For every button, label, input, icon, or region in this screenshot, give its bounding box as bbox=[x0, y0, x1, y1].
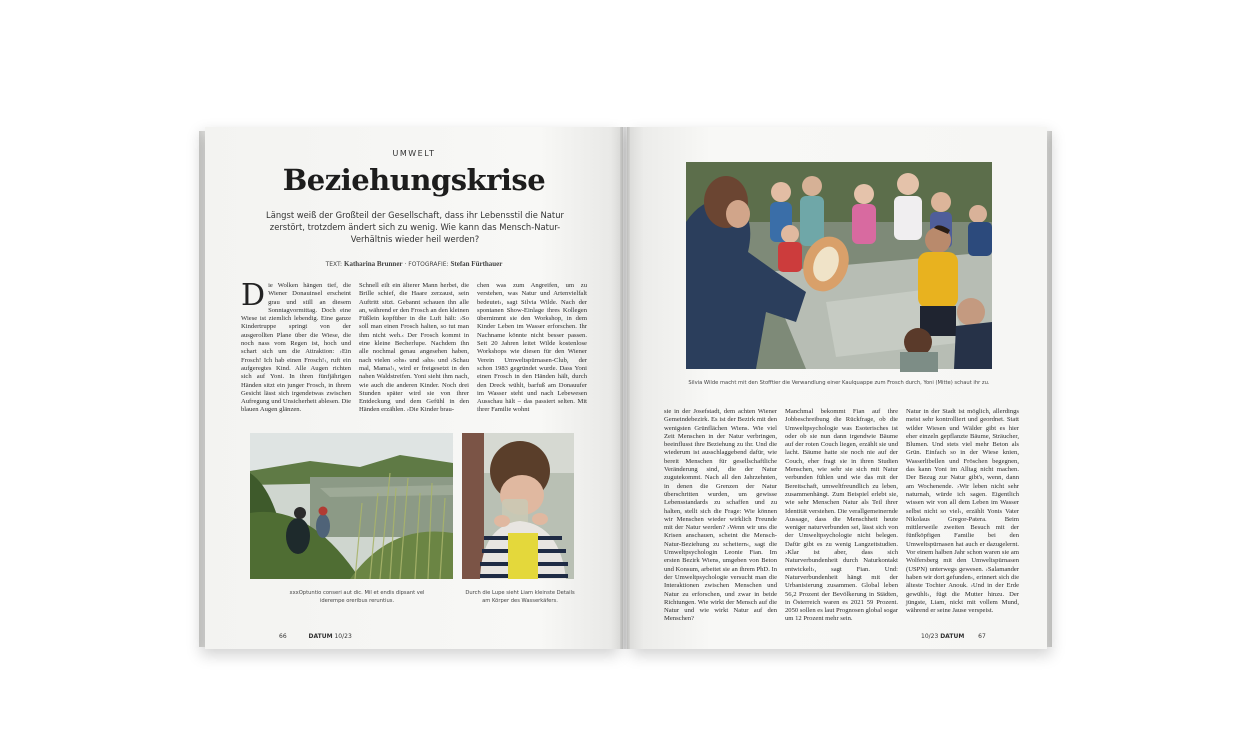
photo-caption-1: xxxOptuntio conseri aut dic. Mil et endis dipsant vel iderempe oreribus reruntius. bbox=[289, 590, 425, 604]
left-page bbox=[205, 127, 623, 649]
credit-photo-label: · FOTOGRAFIE: bbox=[404, 261, 449, 268]
body-column-1 bbox=[241, 278, 351, 434]
photo-pond-reeds bbox=[250, 433, 453, 579]
issue-right: 10/23 bbox=[921, 633, 941, 640]
credit-text-label: TEXT: bbox=[325, 261, 343, 268]
photo-workshop-children bbox=[686, 162, 992, 369]
photo-caption-2: Durch die Lupe sieht Liam kleinste Details am Körper des Wasserkäfers. bbox=[465, 590, 575, 604]
body-column-2: Schnell eilt ein älterer Mann herbei, die Brille schief, die Haare zerzaust, sein Auftritt sitzt. Gebannt schauen ihn alle an, während er den Frosch an den kleinen Füßlein kopfüber in die Luft hält: ›So soll man einen Frosch halten, so tut man ihm nicht weh.‹ Der Frosch kommt in eine kleine Becherlupe. Nachdem ihn alle nochmal genau angesehen haben, nach vielen ›ohs‹ und ›ahs‹ und ›Schau mal, Mama!‹, wird er freigesetzt in den nahen Waldstreifen. Yoni sieht ihm nach, wie auch die anderen Kinder. Noch drei Stunden später wird sie von ihrer Entdeckung und dem Gefühl in den Händen erzählen. ›Die Kinder brau- bbox=[359, 282, 469, 414]
page-number-right: 67 bbox=[978, 633, 986, 640]
page-number-left: 66 bbox=[279, 633, 287, 640]
body-text: ie Wolken hängen tief, die Wiener Donauinsel erscheint grau und still an diesem Sonntagvormittag. Doch eine Wiese ist ziemlich lebendig. Eine ganze Kindertruppe springt von der ausgerollten Plane über die Wiese, die noch nass vom Regen ist, hoch und schart sich um die Attraktion: ›Ein Frosch! Ich hab einen Frosch!‹, ruft ein aufgeregtes Kind. Alle Augen richten sich auf Yoni. In ihren fünfjährigen Händen sitzt ein junger Frosch, in ihrem Gesicht lässt sich irgendetwas zwischen Aufregung und Unsicherheit ablesen. Die blauen Augen glänzen. bbox=[241, 282, 351, 414]
credit-photo-name: Stefan Fürthauer bbox=[450, 260, 503, 268]
folio-left bbox=[279, 633, 352, 640]
issue-left: 10/23 bbox=[332, 633, 352, 640]
body-column-4: sie in der Josefstadt, dem achten Wiener Gemeindebezirk. Es ist der Bezirk mit den wenigsten Grünflächen Wiens. Wie viel Zeit Menschen in der Natur verbringen, beeinflusst ihre Beziehung zu ihr. Und die wiederum ist ausschlaggebend dafür, wie bereit Menschen für gesellschaftliche Veränderung sind, die der Natur zugutekommt. Nach all den Jahrzehnten, in denen die Grenzen der Natur überschritten wurden, um gewisse Lebensstandards zu schaffen und zu halten, stellt sich die Frage: Wie können wir Menschen wieder wirklich Freunde mit der Natur werden? ›Wenn wir uns die Krisen anschauen, scheint die Mensch-Natur-Beziehung zu scheitern‹, sagt die Umweltpsychologin Leonie Fian. Im ersten Bezirk Wiens, umgeben von Beton und Konsum, arbeitet sie an ihrem PhD. In der Umweltpsychologie versucht man die Interaktionen zwischen Menschen und Natur zu erforschen, und zwar in beide Richtungen. Wie wirkt der Mensch auf die Natur und wie wirkt Natur auf den Menschen? bbox=[664, 408, 777, 623]
brand-right: DATUM bbox=[940, 633, 965, 640]
body-column-5: Manchmal bekommt Fian auf ihre Jobbeschreibung die Rückfrage, ob die Umweltpsychologie was Esoterisches ist oder ob sie nun dann irgendwie Bäume auf der roten Couch liegen, erzählt sie und lacht. Bäume hatte sie noch nie auf der Couch, eher fragt sie in ihren Studien Menschen, wie sehr sie sich mit Natur verbunden fühlen und wie das mit der Bereitschaft, umweltfreundlich zu leben, zusammenhängt. Zum Beispiel erlebt sie, wie sehr Menschen Natur als Teil ihrer Identität verstehen. Die verallgemeinernde Aussage, dass die Menschheit heute weniger naturverbunden sei, lässt sich von der Umweltpsychologie nicht belegen. Dafür gibt es zu wenig Langzeitstudien. ›Klar ist aber, dass sich Naturverbundenheit durch Naturkontakt entwickelt‹, sagt Fian. Und: Naturverbundenheit hängt mit der Urbanisierung zusammen. Global leben 56,2 Prozent der Bevölkerung in Städten, in Österreich waren es 2021 59 Prozent. 2050 sollen es laut Prognosen global sogar um 12 Prozent mehr sein. bbox=[785, 408, 898, 623]
photo-child-magnifier bbox=[462, 433, 574, 579]
book-spine-shadow bbox=[620, 127, 630, 649]
article-headline: Beziehungskrise bbox=[282, 163, 546, 197]
body-column-3: chen was zum Angreifen, um zu verstehen, was Natur und Artenvielfalt bedeutet‹, sagt Silvia Wilde. Nach der spontanen Show-Einlage ihres Kollegen übernimmt sie den Workshop, in dem Kinder Leben im Wasser erforschen. Ihr Nachname könnte nicht besser passen. Seit 20 Jahren leitet Wilde kostenlose Workshops wie diesen für den Wiener Verein Umweltspürnasen-Club, der schon 1983 gegründet wurde. Dass Yoni einen Frosch in den Händen hält, durch den Dreck wühlt, barfuß am Donauufer im Wasser steht und nach Lebewesen Ausschau hält – das passiert selten. Mit ihrer Familie wohnt bbox=[477, 282, 587, 414]
section-kicker: UMWELT bbox=[392, 149, 436, 158]
credit-text-name: Katharina Brunner bbox=[344, 260, 403, 268]
drop-cap: D bbox=[241, 278, 266, 313]
body-column-6: Natur in der Stadt ist möglich, allerdings meist sehr kontrolliert und geordnet. Statt wilder Wiesen und Wälder gibt es hier eher einzeln gepflanzte Bäume, Sträucher, Blumen. Und stets viel mehr Beton als Grün. Einfach so in der Wiese knien, Wasserlibellen und Fröschen begegnen, das kann Yoni im Alltag nicht machen. Der Bezug zur Natur gibt's, wenn, dann am Wochenende. ›Wir leben nicht sehr naturnah, würde ich sagen. Eigentlich wissen wir von all dem Leben im Wasser selbst nicht so viel‹, erzählt Yonis Vater Nikolaus Gregor-Patera. Beim mittlerweile zweiten Besuch mit der fünfköpfigen Familie bei den Umweltspürnasen hat auch er dazugelernt. Vor einem halben Jahr schon waren sie am Wolfersberg mit den Umweltspürnasen (USPN) unterwegs gewesen. ›Salamander haben wir dort gefunden‹, erinnert sich die älteste Tochter Anouk. ›Und in der Erde gewühlt‹, fügt die Mutter hinzu. Der jüngste, Liam, nickt mit vollem Mund, während er seine Jause verspeist. bbox=[906, 408, 1019, 615]
photo-caption-main: Silvia Wilde macht mit den Stofftier die Verwandlung einer Kaulquappe zum Frosch durch, Yoni (Mitte) schaut ihr zu. bbox=[688, 380, 990, 386]
article-lead: Längst weiß der Großteil der Gesellschaft, dass ihr Lebensstil die Natur zerstört, trotzdem ändert sich zu wenig. Wie kann das Mensch-Natur-Verhältnis wieder heil werden? bbox=[266, 210, 564, 244]
brand-left: DATUM bbox=[308, 633, 333, 640]
article-credits bbox=[205, 260, 623, 268]
right-page bbox=[627, 127, 1047, 649]
folio-right bbox=[921, 633, 986, 640]
